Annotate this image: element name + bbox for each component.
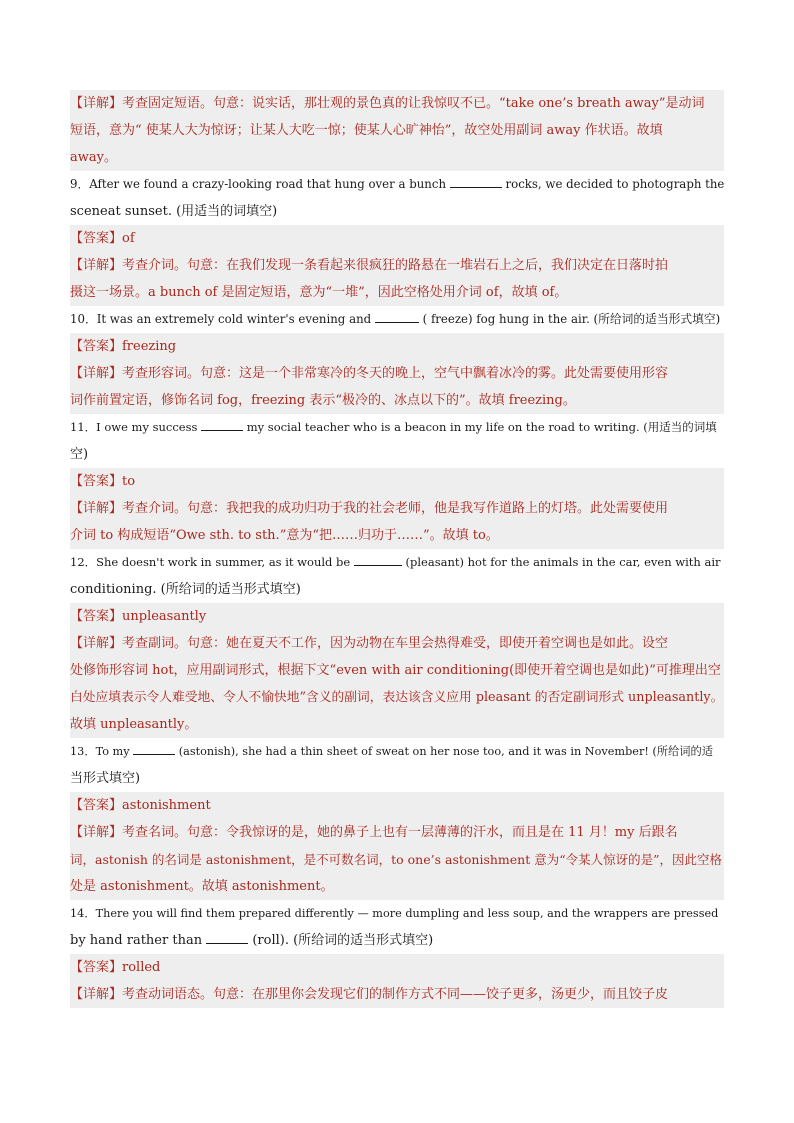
line-text: 【答案】to — [70, 474, 136, 489]
line-text: 【详解】考查名词。句意：令我惊讶的是，她的鼻子上也有一层薄薄的汗水，而且是在 11 月！my 后跟名 — [70, 825, 678, 840]
question-line — [70, 414, 724, 441]
answer-line — [70, 711, 724, 738]
question-line — [70, 549, 724, 576]
answer-line — [70, 954, 724, 981]
question-line — [70, 171, 724, 198]
line-text: 【答案】unpleasantly — [70, 609, 207, 624]
question-line — [70, 927, 724, 954]
line-text: 白处应填表示令人难受地、令人不愉快地”含义的副词，表达该含义应用 pleasant 的否定副词形式 unpleasantly。 — [70, 690, 724, 705]
line-text: rocks, we decided to photograph the — [501, 177, 724, 191]
question-line — [70, 765, 724, 792]
line-text: 词，astonish 的名词是 astonishment，是不可数名词，to one’s astonishment 意为“令某人惊讶的是”，因此空格 — [70, 852, 722, 867]
document-page — [70, 90, 724, 1008]
line-text: 【答案】of — [70, 231, 135, 246]
answer-line — [70, 468, 724, 495]
line-text: conditioning. (所给词的适当形式填空) — [70, 582, 301, 597]
fill-in-blank — [133, 740, 175, 755]
answer-line — [70, 684, 724, 711]
line-text: 处修饰形容词 hot，应用副词形式，根据下文“even with air conditioning(即使开着空调也是如此)”可推理出空 — [70, 663, 721, 678]
answer-line — [70, 846, 724, 873]
question-line — [70, 576, 724, 603]
answer-line — [70, 387, 724, 414]
answer-line — [70, 279, 724, 306]
question-line — [70, 441, 724, 468]
answer-line — [70, 603, 724, 630]
fill-in-blank — [201, 416, 243, 431]
answer-line — [70, 819, 724, 846]
line-text: 【详解】考查动词语态。句意：在那里你会发现它们的制作方式不同——饺子更多，汤更少，而且饺子皮 — [70, 987, 669, 1002]
fill-in-blank — [375, 308, 419, 323]
line-text: 词作前置定语，修饰名词 fog，freezing 表示“极冷的、冰点以下的”。故填 freezing。 — [70, 393, 576, 408]
line-text: 【详解】考查副词。句意：她在夏天不工作，因为动物在车里会热得难受，即使开着空调也是如此。设空 — [70, 636, 669, 651]
answer-line — [70, 630, 724, 657]
line-text: (astonish), she had a thin sheet of sweat on her nose too, and it was in November! (所给词的适 — [175, 745, 714, 758]
line-text: 【答案】rolled — [70, 960, 161, 975]
line-text: 【详解】考查介词。句意：在我们发现一条看起来很疯狂的路悬在一堆岩石上之后，我们决定在日落时拍 — [70, 258, 669, 273]
line-text: 空) — [70, 447, 89, 462]
line-text: 11．I owe my success — [70, 420, 202, 434]
line-text: my social teacher who is a beacon in my life on the road to writing. (用适当的词填 — [243, 420, 717, 434]
line-text: (roll). (所给词的适当形式填空) — [248, 933, 434, 948]
line-text: 【答案】astonishment — [70, 798, 211, 813]
line-text: 短语，意为“ 使某人大为惊讶；让某人大吃一惊；使某人心旷神怡”，故空处用副词 away 作状语。故填 — [70, 123, 663, 138]
answer-line — [70, 90, 724, 117]
fill-in-blank — [450, 173, 502, 188]
answer-line — [70, 360, 724, 387]
line-text: 10．It was an extremely cold winter's evening and — [70, 312, 375, 326]
line-text: ( freeze) fog hung in the air. (所给词的适当形式填空) — [418, 312, 721, 326]
answer-line — [70, 657, 724, 684]
line-text: 9．After we found a crazy-looking road that hung over a bunch — [70, 177, 450, 191]
line-text: 12．She doesn't work in summer, as it would be — [70, 555, 354, 569]
question-line — [70, 738, 724, 765]
answer-line — [70, 792, 724, 819]
question-line — [70, 198, 724, 225]
answer-line — [70, 981, 724, 1008]
line-text: 故填 unpleasantly。 — [70, 717, 198, 732]
answer-line — [70, 873, 724, 900]
line-text: 【答案】freezing — [70, 339, 177, 354]
question-line — [70, 306, 724, 333]
line-text: 【详解】考查形容词。句意：这是一个非常寒冷的冬天的晚上，空气中飘着冰冷的雾。此处需要使用形容 — [70, 366, 669, 381]
line-text: 摄这一场景。a bunch of 是固定短语，意为“一堆”，因此空格处用介词 of，故填 of。 — [70, 285, 568, 300]
line-text: away。 — [70, 150, 117, 165]
answer-line — [70, 144, 724, 171]
answer-line — [70, 522, 724, 549]
line-text: 处是 astonishment。故填 astonishment。 — [70, 879, 334, 894]
answer-line — [70, 252, 724, 279]
fill-in-blank — [206, 929, 248, 944]
answer-line — [70, 117, 724, 144]
fill-in-blank — [354, 551, 402, 566]
line-text: sceneat sunset. (用适当的词填空) — [70, 204, 278, 219]
line-text: 13．To my — [70, 745, 134, 758]
line-text: 14．There you will find them prepared differently — more dumpling and less soup, and the wrappers are pressed — [70, 907, 719, 920]
line-text: by hand rather than — [70, 933, 207, 948]
answer-line — [70, 495, 724, 522]
line-text: 【详解】考查固定短语。句意：说实话，那壮观的景色真的让我惊叹不已。“take one’s breath away”是动词 — [70, 96, 705, 111]
answer-line — [70, 225, 724, 252]
line-text: (pleasant) hot for the animals in the car, even with air — [401, 555, 721, 569]
line-text: 介词 to 构成短语“Owe sth. to sth.”意为“把……归功于……”。故填 to。 — [70, 528, 499, 543]
answer-line — [70, 333, 724, 360]
line-text: 当形式填空) — [70, 771, 141, 786]
line-text: 【详解】考查介词。句意：我把我的成功归功于我的社会老师，他是我写作道路上的灯塔。此处需要使用 — [70, 501, 669, 516]
question-line — [70, 900, 724, 927]
